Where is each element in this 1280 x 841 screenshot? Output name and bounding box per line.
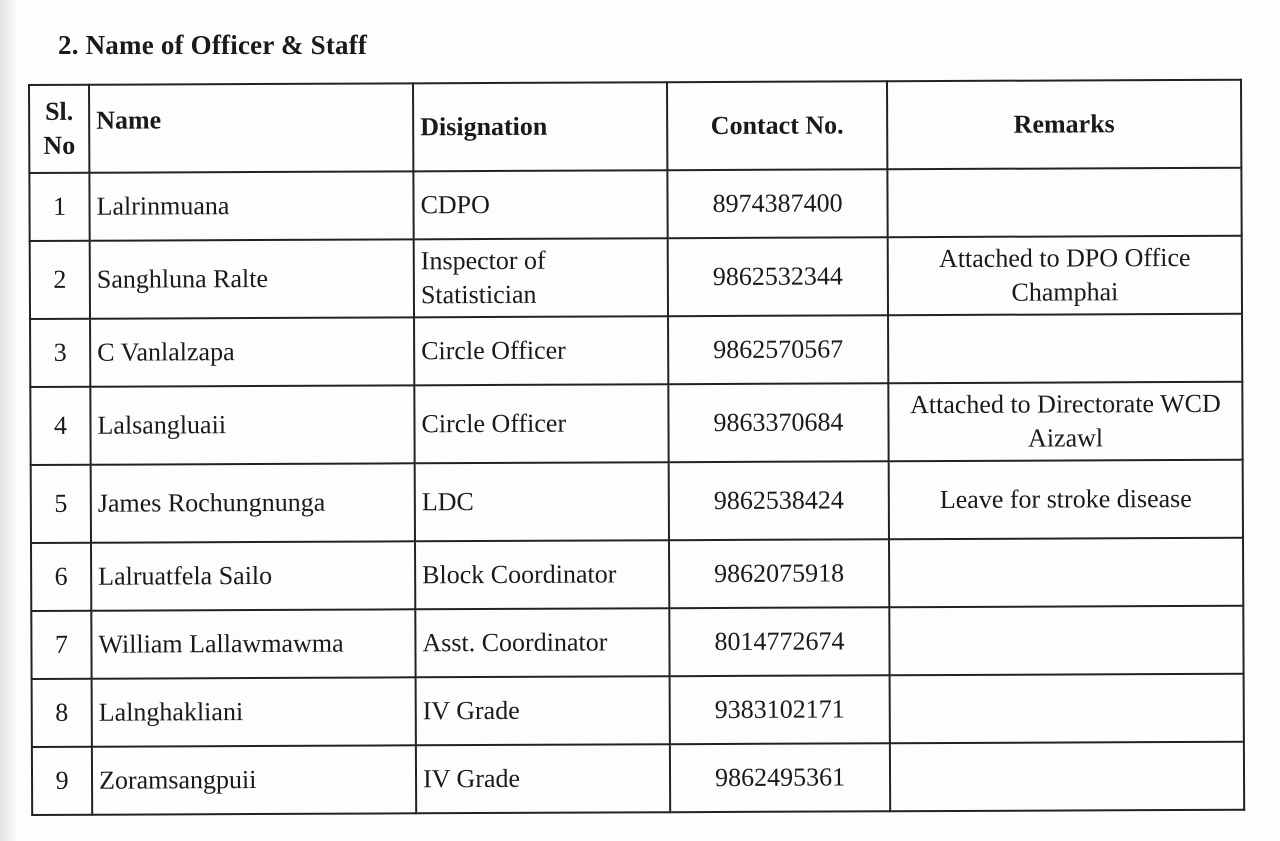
cell-contact: 8974387400 [667,169,887,238]
cell-designation: IV Grade [416,676,670,745]
table-row [32,674,1244,747]
cell-contact: 8014772674 [669,607,889,676]
staff-table [28,79,1245,816]
cell-remarks [887,168,1241,238]
cell-contact: 9862075918 [669,539,889,608]
cell-sl-no: 2 [30,241,90,319]
cell-name: Lalruatfela Sailo [91,541,415,610]
table-row [30,382,1242,465]
cell-sl-no: 4 [30,387,90,465]
cell-contact: 9383102171 [670,675,890,744]
header-remarks: Remarks [887,80,1241,170]
cell-name: Zoramsangpuii [92,745,416,814]
cell-sl-no: 3 [30,319,90,387]
cell-remarks [890,674,1244,744]
section-heading: 2. Name of Officer & Staff [58,30,368,60]
cell-contact: 9862570567 [668,315,888,384]
header-name: Name [89,83,413,172]
cell-remarks [888,314,1242,384]
table-row [31,606,1243,679]
cell-remarks: Leave for stroke disease [889,460,1243,540]
cell-contact: 9862495361 [670,743,890,812]
cell-designation: Circle Officer [414,384,668,463]
table-row [31,460,1243,543]
page-edge-shadow [0,0,18,841]
header-designation: Disignation [413,82,667,171]
cell-sl-no: 8 [32,679,92,747]
cell-remarks [889,538,1243,608]
cell-remarks: Attached to Directorate WCD Aizawl [888,382,1242,462]
cell-remarks: Attached to DPO Office Champhai [888,236,1242,316]
cell-sl-no: 7 [31,611,91,679]
cell-designation: Block Coordinator [415,540,669,609]
header-sl-no: Sl. No [29,85,89,173]
cell-designation: Asst. Coordinator [415,608,669,677]
table-row [30,236,1242,319]
table-body [29,168,1244,815]
table-row [32,742,1244,815]
cell-name: C Vanlalzapa [90,317,414,386]
cell-designation: IV Grade [416,744,670,813]
cell-name: Sanghluna Ralte [90,239,414,318]
cell-contact: 9862538424 [669,461,889,540]
cell-sl-no: 1 [29,173,89,241]
cell-name: William Lallawmawma [91,609,415,678]
table-row [31,538,1243,611]
header-row [29,80,1241,173]
cell-name: Lalsangluaii [90,385,414,464]
cell-sl-no: 9 [32,747,92,815]
cell-name: Lalrinmuana [89,171,413,240]
cell-contact: 9863370684 [668,383,888,462]
cell-sl-no: 5 [31,465,91,543]
cell-designation: Inspector of Statistician [414,238,668,317]
cell-name: Lalnghakliani [92,677,416,746]
cell-remarks [890,742,1244,812]
table-row [30,314,1242,387]
cell-name: James Rochungnunga [91,463,415,542]
cell-contact: 9862532344 [668,237,888,316]
cell-sl-no: 6 [31,543,91,611]
cell-designation: LDC [415,462,669,541]
cell-designation: CDPO [413,170,667,239]
cell-remarks [889,606,1243,676]
table-row [29,168,1241,241]
table-header [29,80,1241,173]
header-contact: Contact No. [667,81,887,170]
cell-designation: Circle Officer [414,316,668,385]
